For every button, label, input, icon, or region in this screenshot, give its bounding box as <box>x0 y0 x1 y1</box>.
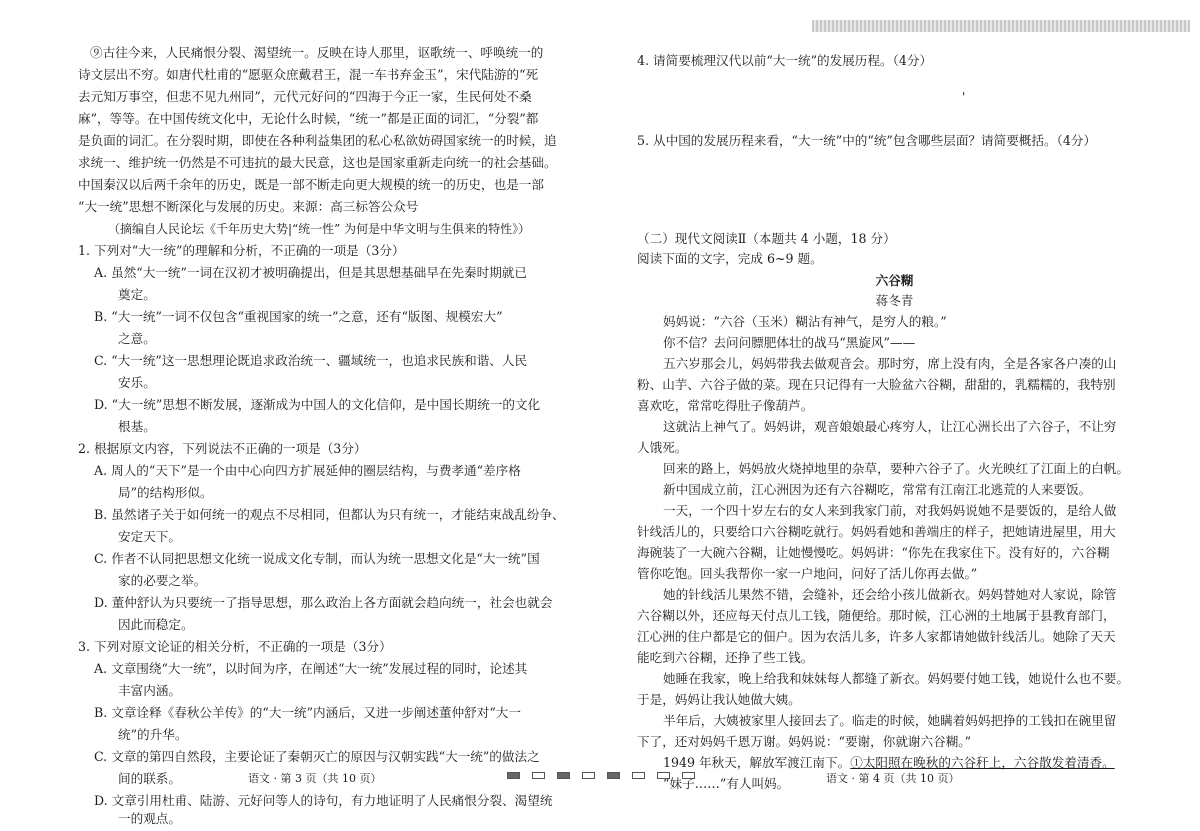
option-2b: B. 虽然诸子关于如何统一的观点不尽相同，但都认为只有统一，才能结束战乱纷争、 <box>94 507 565 522</box>
footer-page-3: 语文 · 第 3 页（共 10 页） <box>248 772 382 785</box>
story-line: “妹子……”有人叫妈。 <box>663 776 790 791</box>
story-line: 人饿死。 <box>637 440 688 455</box>
question-4: 4. 请简要梳理汉代以前“大一统”的发展历程。（4分） <box>637 53 933 68</box>
option-3a: A. 文章围绕“大一统”，以时间为序，在阐述“大一统”发展过程的同时，论述其 <box>94 661 528 676</box>
option-2a: A. 周人的“天下”是一个由中心向四方扩展延伸的圈层结构，与费孝通“差序格 <box>94 463 521 478</box>
option-2d-cont: 因此而稳定。 <box>118 617 194 632</box>
story-line: 海碗装了一大碗六谷糊，让她慢慢吃。妈妈讲：“你先在我家住下。没有好的，六谷糊 <box>637 545 1110 560</box>
passage-line: 是负面的词汇。在分裂时期，即使在各种利益集团的私心私欲妨碍国家统一的时候，追 <box>78 133 557 148</box>
registration-mark <box>532 772 545 779</box>
story-line-1949-prefix: 1949 年秋天，解放军渡江南下。 <box>663 755 851 770</box>
question-2: 2. 根据原文内容，下列说法不正确的一项是（3分） <box>78 441 367 456</box>
option-1b: B. “大一统”一词不仅包含“重视国家的统一”之意，还有“版图、规模宏大” <box>94 309 503 324</box>
story-line: 她的针线活儿果然不错，会缝补，还会给小孩儿做新衣。妈妈替她对人家说，除管 <box>663 587 1117 602</box>
story-line: 回来的路上，妈妈放火烧掉地里的杂草，要种六谷子了。火光映红了江面上的白帆。 <box>663 461 1129 476</box>
option-3c-cont: 间的联系。 <box>118 771 181 786</box>
passage-line: 求统一、维护统一仍然是不可违抗的最大民意，这也是国家重新走向统一的社会基础。 <box>78 155 557 170</box>
option-1b-cont: 之意。 <box>118 331 156 346</box>
source-citation: （摘编自人民论坛《千年历史大势|“统一性” 为何是中华文明与生俱来的特性》） <box>108 222 531 236</box>
option-2c-cont: 家的必要之举。 <box>118 573 207 588</box>
registration-mark <box>657 772 670 779</box>
option-3d: D. 文章引用杜甫、陆游、元好问等人的诗句，有力地证明了人民痛恨分裂、渴望统 <box>94 793 553 808</box>
scan-edge-bar <box>812 20 1190 32</box>
story-line: 一天，一个四十岁左右的女人来到我家门前，对我妈妈说她不是要饭的，是给人做 <box>663 503 1117 518</box>
story-author: 蒋冬青 <box>875 293 914 308</box>
option-1c: C. “大一统”这一思想理论既追求政治统一、疆域统一，也追求民族和谐、人民 <box>94 353 528 368</box>
story-line: 下了，还对妈妈千恩万谢。妈妈说：“要谢，你就谢六谷糊。” <box>637 734 972 749</box>
option-3a-cont: 丰富内涵。 <box>118 683 181 698</box>
story-line: 这就沾上神气了。妈妈讲，观音娘娘最心疼穷人，让江心洲长出了六谷子，不让穷 <box>663 419 1117 434</box>
story-line: 她睡在我家，晚上给我和妹妹每人都缝了新衣。妈妈要付她工钱，她说什么也不要。 <box>663 671 1129 686</box>
registration-mark <box>507 772 520 779</box>
option-2b-cont: 安定天下。 <box>118 529 181 544</box>
question-1: 1. 下列对“大一统”的理解和分析，不正确的一项是（3分） <box>78 243 405 258</box>
passage-line: 中国秦汉以后两千余年的历史，既是一部不断走向更大规模的统一的历史，也是一部 <box>78 177 544 192</box>
option-3c: C. 文章的第四自然段，主要论证了秦朝灭亡的原因与汉朝实践“大一统”的做法之 <box>94 749 540 764</box>
story-line: 六谷糊以外，还应每天付点儿工钱，随便给。那时候，江心洲的土地属于县教育部门， <box>637 608 1116 623</box>
option-2a-cont: 局”的结构形似。 <box>118 485 213 500</box>
option-1d-cont: 根基。 <box>118 419 156 434</box>
story-line: 针线活儿的，只要给口六谷糊吃就行。妈妈看她和善端庄的样子，把她请进屋里，用大 <box>637 524 1116 539</box>
story-line: 江心洲的住户都是它的佃户。因为农活儿多，许多人家都请她做针线活儿。她除了天天 <box>637 629 1116 644</box>
story-line: 新中国成立前，江心洲因为还有六谷糊吃，常常有江南江北逃荒的人来要饭。 <box>663 482 1092 497</box>
question-5: 5. 从中国的发展历程来看，“大一统”中的“统”包含哪些层面？请简要概括。（4分） <box>637 133 1097 148</box>
option-2d: D. 董仲舒认为只要统一了指导思想，那么政治上各方面就会趋向统一，社会也就会 <box>94 595 553 610</box>
registration-mark <box>682 772 695 779</box>
option-2c: C. 作者不认同把思想文化统一说成文化专制，而认为统一思想文化是“大一统”国 <box>94 551 540 566</box>
story-line: 五六岁那会儿，妈妈带我去做观音会。那时穷，席上没有肉，全是各家各户凑的山 <box>663 356 1117 371</box>
passage-line: 去元知万事空，但悲不见九州同”，元代元好问的“四海于今正一家，生民何处不桑 <box>78 89 532 104</box>
option-1c-cont: 安乐。 <box>118 375 156 390</box>
stray-mark: ' <box>962 90 966 104</box>
footer-page-4: 语文 · 第 4 页（共 10 页） <box>826 772 960 785</box>
story-line: 妈妈说：“六谷（玉米）糊沾有神气，是穷人的粮。” <box>663 314 947 329</box>
reading-instruction: 阅读下面的文字，完成 6~9 题。 <box>637 251 823 266</box>
option-1d: D. “大一统”思想不断发展，逐渐成为中国人的文化信仰，是中国长期统一的文化 <box>94 397 541 412</box>
passage-line: ⑨古往今来，人民痛恨分裂、渴望统一。反映在诗人那里，讴歌统一、呼唤统一的 <box>90 45 544 60</box>
section-heading: （二）现代文阅读Ⅱ（本题共 4 小题，18 分） <box>637 231 896 246</box>
option-1a-cont: 奠定。 <box>118 287 156 302</box>
passage-line: 诗文层出不穷。如唐代杜甫的“愿驱众庶戴君王，混一车书弃金玉”，宋代陆游的“死 <box>78 67 539 82</box>
passage-line: “大一统”思想不断深化与发展的历史。来源：高三标答公众号 <box>78 199 419 214</box>
story-line: 半年后，大姨被家里人接回去了。临走的时候，她瞒着妈妈把挣的工钱扣在碗里留 <box>663 713 1117 728</box>
story-line: 于是，妈妈让我认她做大姨。 <box>637 692 801 707</box>
story-line: 管你吃饱。回头我帮你一家一户地问，问好了活儿你再去做。” <box>637 566 978 581</box>
passage-line: 麻”，等等。在中国传统文化中，无论什么时候，“统一”都是正面的词汇，“分裂”都 <box>78 111 539 126</box>
option-3b: B. 文章诠释《春秋公羊传》的“大一统”内涵后，又进一步阐述董仲舒对“大一 <box>94 705 521 720</box>
option-1a: A. 虽然“大一统”一词在汉初才被明确提出，但是其思想基础早在先秦时期就已 <box>94 265 527 280</box>
option-3d-cont: 一的观点。 <box>118 811 181 826</box>
question-3: 3. 下列对原文论证的相关分析，不正确的一项是（3分） <box>78 639 392 654</box>
registration-mark <box>607 772 620 779</box>
registration-mark <box>557 772 570 779</box>
story-line: 能吃到六谷糊，还挣了些工钱。 <box>637 650 814 665</box>
story-line: 你不信？去问问膘肥体壮的战马“黑旋风”—— <box>663 335 916 350</box>
registration-mark <box>632 772 645 779</box>
story-title: 六谷糊 <box>875 273 914 288</box>
story-line: 喜欢吃，常常吃得肚子像葫芦。 <box>637 398 814 413</box>
registration-mark <box>582 772 595 779</box>
story-line: 粉、山芋、六谷子做的菜。现在只记得有一大脸盆六谷糊，甜甜的，乳糯糯的，我特别 <box>637 377 1116 392</box>
underlined-sentence-1: ①太阳照在晚秋的六谷秆上，六谷散发着清香。 <box>850 755 1115 770</box>
option-3b-cont: 统”的升华。 <box>118 727 188 742</box>
